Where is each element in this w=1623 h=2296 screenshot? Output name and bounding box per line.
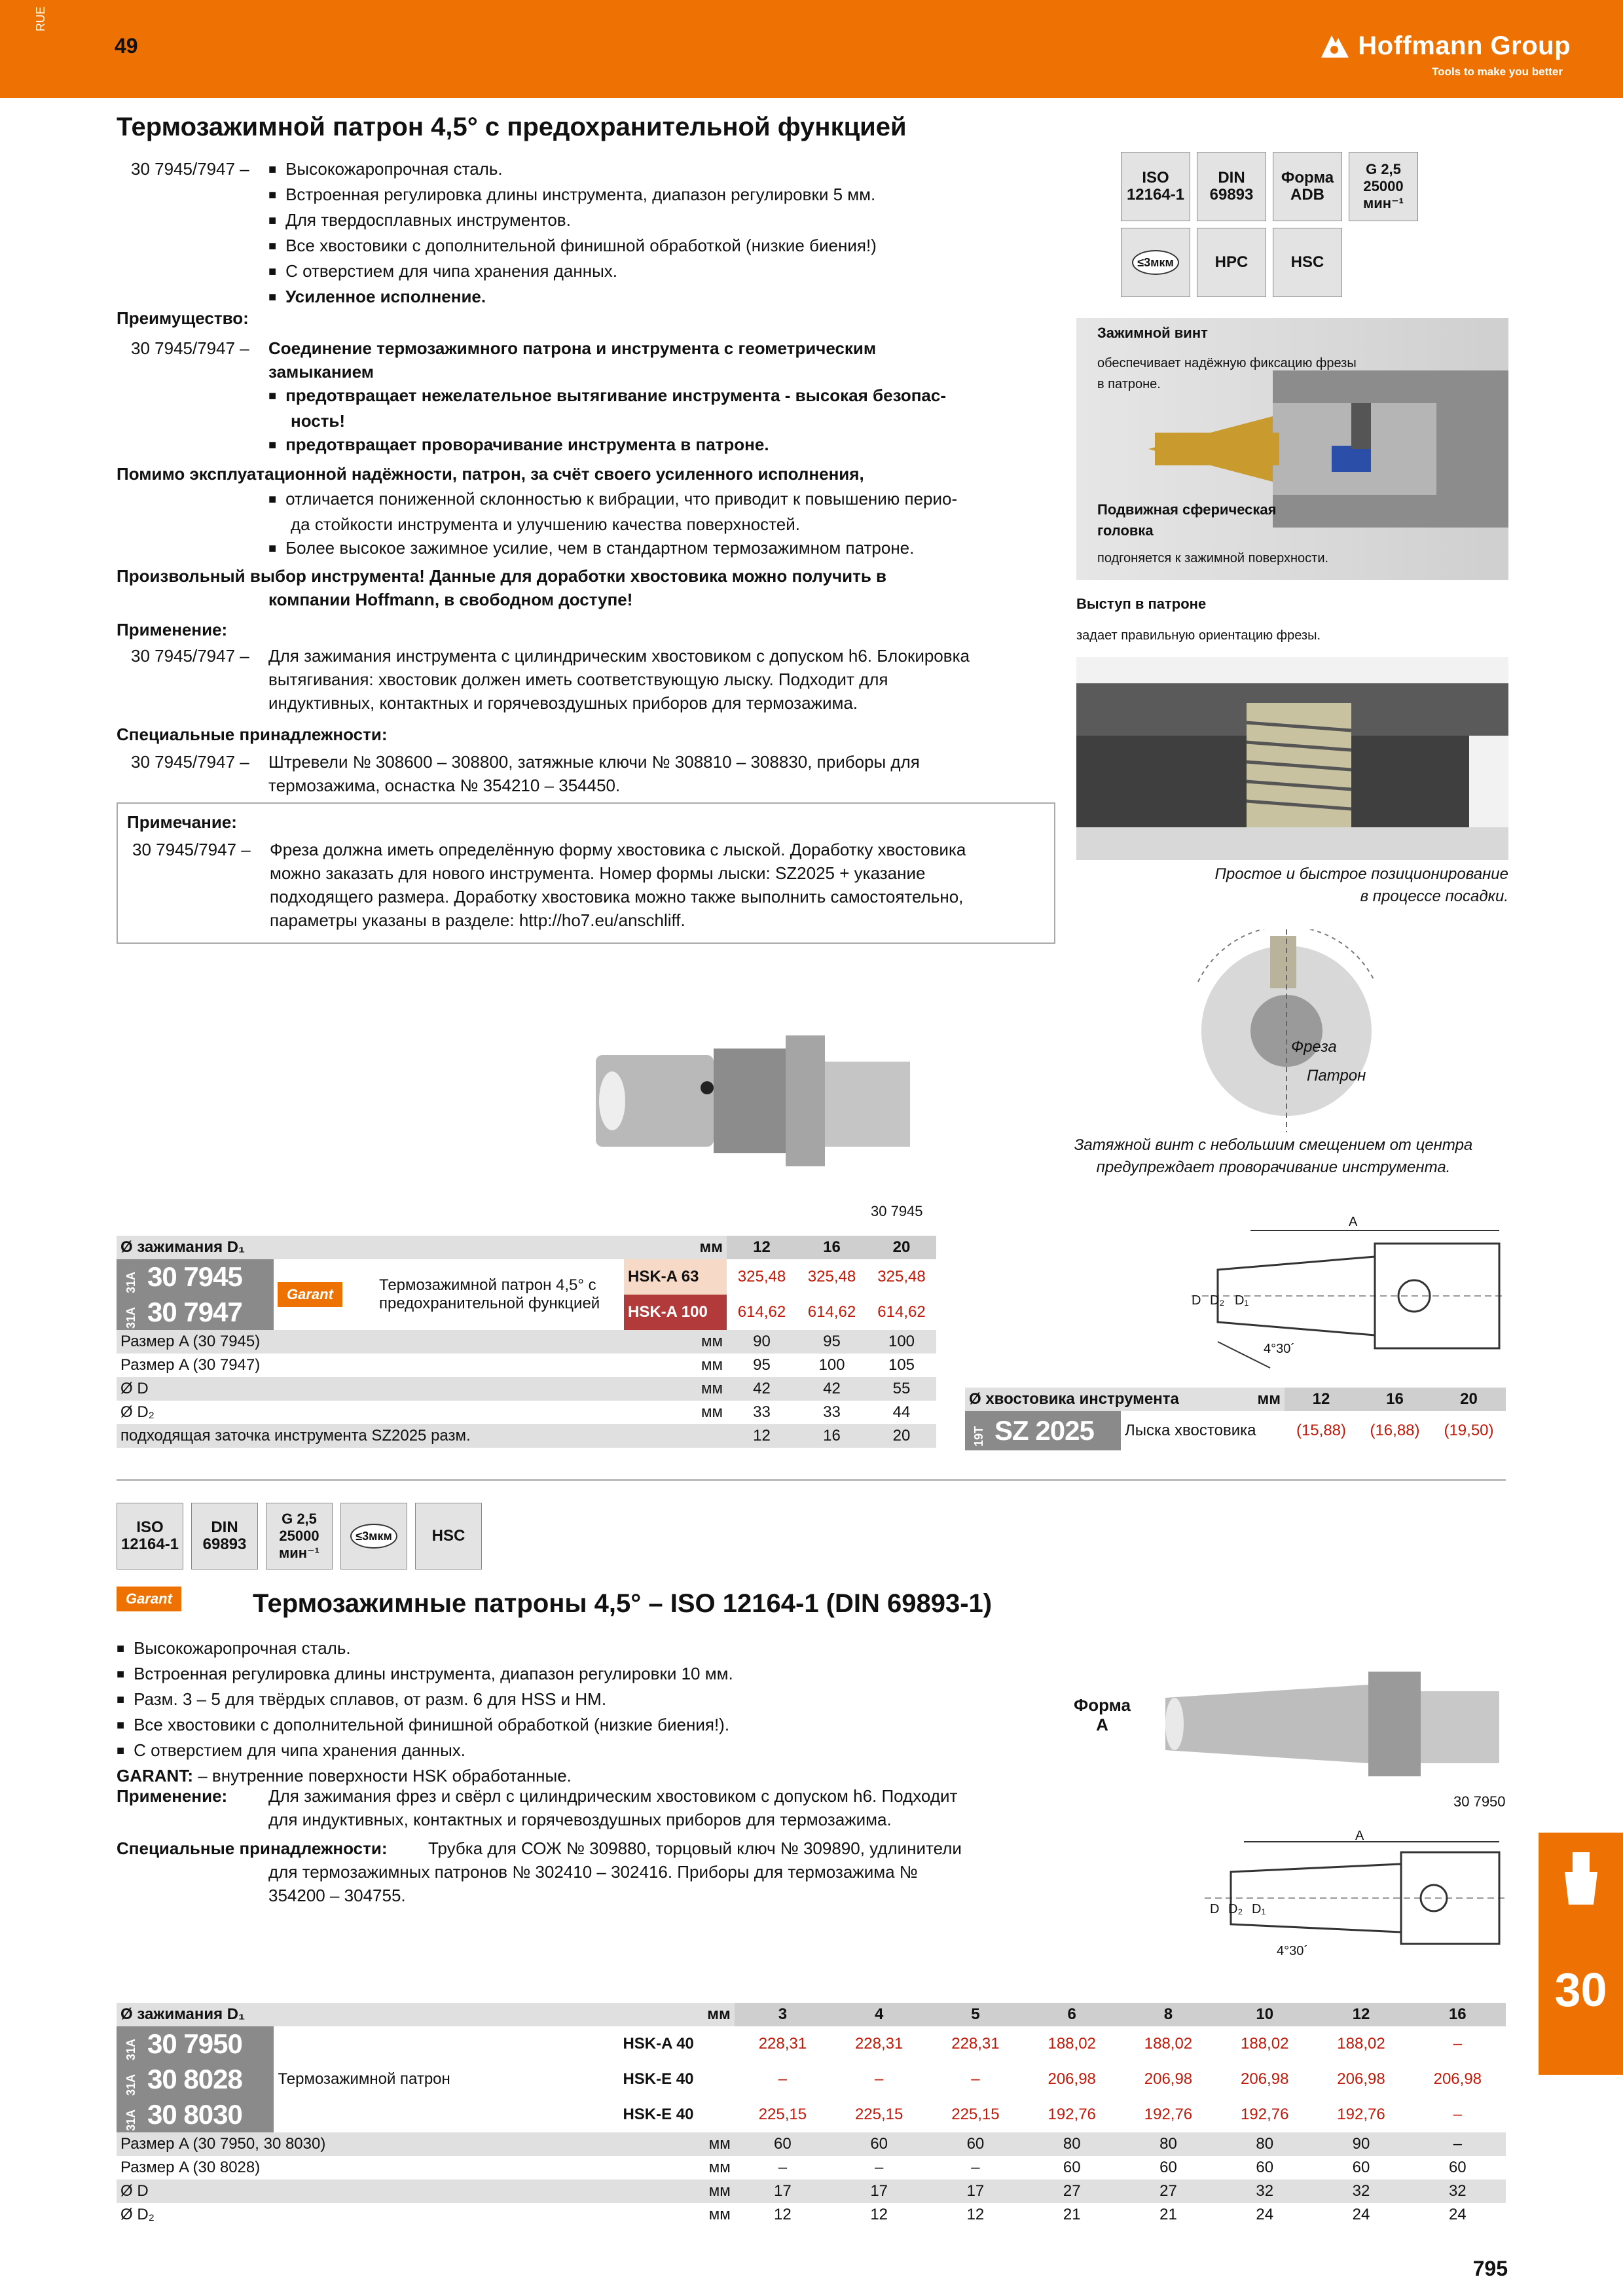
size-col: 6 xyxy=(1024,2003,1120,2026)
price: 614,62 xyxy=(737,1303,786,1321)
size-col: 12 xyxy=(1285,1388,1358,1411)
bullet: ■ Встроенная регулировка длины инструмента, диапазон регулировки 5 мм. xyxy=(268,183,877,208)
note-line: подходящего размера. Доработку хвостовика можно также выполнить самостоятельно, xyxy=(270,887,964,906)
bullet: ■ Разм. 3 – 5 для твёрдых сплавов, от разм. 6 для HSS и HM. xyxy=(117,1687,1099,1713)
badge-din: DIN 69893 xyxy=(1197,152,1266,221)
article-code: SZ 2025 xyxy=(994,1415,1094,1446)
section2-title: Термозажимные патроны 4,5° – ISO 12164-1 (DIN 69893-1) xyxy=(253,1589,993,1618)
product-desc: Термозажимной патрон xyxy=(278,2070,450,2088)
chuck-drawing-icon xyxy=(1205,1833,1506,1964)
sphere-title: Подвижная сферическая xyxy=(1097,501,1277,518)
article-code: 30 7947 xyxy=(147,1297,242,1327)
chuck-chapter-icon xyxy=(1539,1833,1623,1931)
accessories-line: для термозажимных патронов № 302410 – 302416. Приборы для термозажима № xyxy=(268,1862,918,1882)
offset-circle-icon xyxy=(1178,929,1395,1132)
brand-name: Hoffmann Group xyxy=(1358,31,1571,60)
bullet: ■ Высокожаропрочная сталь. xyxy=(268,157,877,183)
product-photo-307945 xyxy=(589,1016,930,1179)
article-cell: 31A 30 8028 xyxy=(117,2062,274,2097)
size-col: 8 xyxy=(1120,2003,1216,2026)
ledge-title: Выступ в патроне xyxy=(1076,596,1207,612)
article-code: 30 8028 xyxy=(147,2064,242,2094)
accessories-line: термозажима, оснастка № 354210 – 354450. xyxy=(268,776,621,795)
badge-hpc: HPC xyxy=(1197,228,1266,297)
code-prefix: 30 7945/7947 – xyxy=(132,840,251,859)
page-number: 49 xyxy=(115,34,138,58)
application-line: Для зажимания инструмента с цилиндрическим хвостовиком с допуском h6. Блокировка xyxy=(268,646,970,666)
price: 325,48 xyxy=(737,1268,786,1285)
badge-balance: G 2,5 25000 мин⁻¹ xyxy=(266,1503,333,1570)
spec-table-1 xyxy=(117,1236,936,1448)
price: 325,48 xyxy=(807,1268,856,1285)
offset-illustration xyxy=(1178,929,1395,1132)
size-col: 5 xyxy=(927,2003,1023,2026)
free-choice-line: Произвольный выбор инструмента! Данные для доработки хвостовика можно получить в xyxy=(117,566,887,586)
shank-label: HSK-A 40 xyxy=(623,2035,694,2053)
price: 614,62 xyxy=(877,1303,926,1321)
garant-note: GARANT: – внутренние поверхности HSK обработанные. xyxy=(117,1766,572,1785)
table-header-label: Ø хвостовика инструмента xyxy=(969,1390,1179,1408)
article-cell: 19T SZ 2025 xyxy=(965,1411,1121,1450)
clamp-screw-text: обеспечивает надёжную фиксацию фрезы xyxy=(1097,356,1357,370)
table-row: Ø D₂ мм 12 12 12 21 21 24 24 24 xyxy=(120,2206,1467,2223)
reliability-block xyxy=(268,487,1061,562)
badge-hsc: HSC xyxy=(415,1503,482,1570)
size-col: 20 xyxy=(867,1236,936,1259)
application-heading: Применение: xyxy=(117,620,228,639)
application-line: вытягивания: хвостовик должен иметь соответствующую лыску. Подходит для xyxy=(268,670,888,689)
dim-d1: D₁ xyxy=(1252,1902,1266,1916)
chapter-tab[interactable] xyxy=(1539,1833,1623,2075)
badge-din: DIN 69893 xyxy=(191,1503,258,1570)
bullet: ■ отличается пониженной склонностью к вибрации, что приводит к повышению перио- xyxy=(268,487,1061,512)
technical-drawing-2 xyxy=(1205,1833,1506,1964)
size-col: 12 xyxy=(1313,2003,1409,2026)
table-row: Размер A (30 7947) мм 95 100 105 xyxy=(120,1356,915,1374)
garant-logo: Garant xyxy=(278,1282,342,1307)
badge-form: Форма ADB xyxy=(1273,152,1342,221)
ledge-text: задает правильную ориентацию фрезы. xyxy=(1076,628,1321,643)
footer-page-number: 795 xyxy=(1472,2257,1508,2280)
shank-label: HSK-E 40 xyxy=(623,2106,694,2123)
chapter-number: 30 xyxy=(1554,1964,1607,2017)
size-col: 16 xyxy=(797,1236,867,1259)
dim-angle: 4°30´ xyxy=(1264,1342,1296,1356)
advantage-line: Соединение термозажимного патрона и инструмента с геометрическим xyxy=(268,338,877,358)
section1-body xyxy=(131,157,1061,310)
dim-angle: 4°30´ xyxy=(1277,1944,1309,1958)
bullet-cont: да стойкости инструмента и улучшению качества поверхностей. xyxy=(291,514,800,534)
bullet: ■ Все хвостовики с дополнительной финишной обработкой (низкие биения!) xyxy=(268,234,877,259)
form-label: Форма A xyxy=(1074,1695,1131,1734)
hoffmann-logo-icon xyxy=(1319,31,1351,60)
accessories-heading: Специальные принадлежности: xyxy=(117,1839,388,1858)
shank-label: HSK-A 63 xyxy=(624,1259,727,1295)
badge-iso: ISO 12164-1 xyxy=(117,1503,183,1570)
accessories-line: Штревели № 308600 – 308800, затяжные ключи № 308810 – 308830, приборы для xyxy=(268,752,920,772)
garant-cell xyxy=(274,1259,375,1330)
product-photo-307950 xyxy=(1159,1659,1512,1789)
accessories-heading: Специальные принадлежности: xyxy=(117,725,388,744)
application-line: индуктивных, контактных и горячевоздушных приборов для термозажима. xyxy=(268,693,858,713)
caption: в процессе посадки. xyxy=(1360,888,1508,905)
bullet-cont: ность! xyxy=(291,411,346,431)
dim-a: A xyxy=(1349,1215,1358,1229)
table-row: Ø D₂ мм 33 33 44 xyxy=(120,1403,911,1421)
caption: предупреждает проворачивание инструмента. xyxy=(1096,1158,1451,1176)
section1-title: Термозажимной патрон 4,5° с предохранительной функцией xyxy=(117,113,907,141)
badge-balance: G 2,5 25000 мин⁻¹ xyxy=(1349,152,1418,221)
divider xyxy=(117,1479,1506,1481)
bullet: ■ Усиленное исполнение. xyxy=(268,285,877,310)
mill-label: Фреза xyxy=(1291,1038,1337,1056)
note-line: параметры указаны в разделе: http://ho7.eu/anschliff. xyxy=(270,910,685,930)
note-box xyxy=(117,802,1055,944)
garant-logo: Garant xyxy=(117,1587,181,1611)
advantage-block xyxy=(131,336,1061,458)
chuck-photo-icon xyxy=(589,1016,930,1179)
table-row: Ø D мм 42 42 55 xyxy=(117,1377,936,1401)
table-row: Ø D мм 17 17 17 27 27 32 32 32 xyxy=(117,2179,1506,2203)
price: 325,48 xyxy=(877,1268,926,1285)
size-col: 10 xyxy=(1216,2003,1313,2026)
chuck-label: Патрон xyxy=(1307,1067,1366,1085)
dim-a: A xyxy=(1355,1829,1364,1843)
bullet: ■ Для твердосплавных инструментов. xyxy=(268,208,877,234)
advantage-heading: Преимущество: xyxy=(117,308,249,328)
size-col: 16 xyxy=(1410,2003,1506,2026)
dim-d1: D₁ xyxy=(1235,1293,1249,1308)
table-unit: мм xyxy=(1257,1390,1281,1408)
shank-label: HSK-E 40 xyxy=(623,2070,694,2088)
size-col: 12 xyxy=(727,1236,797,1259)
section2-bullets xyxy=(117,1636,1099,1787)
accessories-block xyxy=(268,1837,1054,1907)
dim-d: D xyxy=(1192,1293,1201,1308)
note-body xyxy=(132,838,966,932)
article-code: 30 8030 xyxy=(147,2099,242,2130)
bullet: ■ Встроенная регулировка длины инструмента, диапазон регулировки 10 мм. xyxy=(117,1662,1099,1687)
article-code: 30 7950 xyxy=(147,2028,242,2059)
accessories-block xyxy=(131,750,1061,797)
bullet: ■ Более высокое зажимное усилие, чем в стандартном термозажимном патроне. xyxy=(268,536,1061,562)
caption: Простое и быстрое позиционирование xyxy=(1214,865,1508,883)
image-caption: 30 7945 xyxy=(871,1203,923,1219)
application-block xyxy=(268,1784,1054,1831)
bullet: ■ предотвращает проворачивание инструмента в патроне. xyxy=(268,433,946,458)
bullet: ■ С отверстием для чипа хранения данных. xyxy=(117,1738,1099,1764)
table-row: подходящая заточка инструмента SZ2025 разм. 12 16 20 xyxy=(117,1424,936,1448)
application-line: Для зажимания фрез и свёрл с цилиндрическим хвостовиком с допуском h6. Подходит xyxy=(268,1786,958,1806)
size-col: 3 xyxy=(735,2003,831,2026)
chuck-photo-icon xyxy=(1159,1659,1512,1789)
free-choice-line: компании Hoffmann, в свободном доступе! xyxy=(268,590,633,609)
price: (15,88) xyxy=(1296,1422,1347,1439)
badge-iso: ISO 12164-1 xyxy=(1121,152,1190,221)
side-label: RUE xyxy=(34,6,47,31)
accessories-line: Трубка для СОЖ № 309880, торцовый ключ № 309890, удлинители xyxy=(428,1839,962,1858)
code-prefix: 30 7945/7947 – xyxy=(131,752,249,772)
code-prefix: 30 7945/7947 – xyxy=(131,159,249,179)
badge-hsc: HSC xyxy=(1273,228,1342,297)
table-header-label: Ø зажимания D₁ xyxy=(120,2005,246,2023)
table-row: Размер A (30 8028) мм – – – 60 60 60 60 60 xyxy=(120,2159,1467,2176)
spec-table-2: Ø зажимания D₁ мм 3 4 5 6 8 10 12 16 31A 30 7950 Термозажимной патрон HSK-A 40 228,31 228,31 228,31 188,02 188,02 188,02 188,02 – 31A 30 8028 HSK-E 40 – – – 206,98 206,98 206,98 206,98 206,98 31A 30 8030 HSK-E 40 225,15 225,15 225,15 192,76 192,76 192,76 192,76 – Размер A (30 7950, 30 8030) мм 60 60 60 80 80 80 90 – Размер A (30 8028) мм – – – 60 60 60 60 60 Ø D мм 17 17 17 27 27 32 32 32 Ø D₂ мм 12 12 12 21 21 24 24 24 xyxy=(117,2003,1506,2227)
clamp-screw-title: Зажимной винт xyxy=(1097,325,1208,341)
dim-d: D xyxy=(1210,1902,1220,1916)
ledge-section-icon xyxy=(1076,657,1508,860)
table-row: Размер A (30 7945) мм 90 95 100 xyxy=(117,1330,936,1354)
note-line: Фреза должна иметь определённую форму хвостовика с лыской. Доработку хвостовика xyxy=(270,840,966,859)
caption: Затяжной винт с небольшим смещением от центра xyxy=(1074,1136,1473,1154)
shank-label: HSK-A 100 xyxy=(624,1295,727,1330)
article-cell: 31A 30 8030 xyxy=(117,2097,274,2132)
table-unit: мм xyxy=(707,2005,731,2023)
code-prefix: 30 7945/7947 – xyxy=(131,338,249,358)
brand-logo xyxy=(1319,26,1571,78)
badge-runout: ≤3мкм xyxy=(1121,228,1190,297)
table-header-label: Ø зажимания D₁ xyxy=(120,1238,246,1256)
dim-d2: D₂ xyxy=(1228,1902,1243,1916)
application-block xyxy=(131,644,1061,715)
table-unit: мм xyxy=(699,1238,723,1256)
badge-runout: ≤3мкм xyxy=(340,1503,407,1570)
page-header xyxy=(0,0,1623,98)
image-caption: 30 7950 xyxy=(1453,1793,1506,1810)
note-line: можно заказать для нового инструмента. Номер формы лыски: SZ2025 + указание xyxy=(270,863,926,883)
price: 614,62 xyxy=(807,1303,856,1321)
size-col: 4 xyxy=(831,2003,927,2026)
bullet: ■ Высокожаропрочная сталь. xyxy=(117,1636,1099,1662)
application-heading: Применение: xyxy=(117,1786,228,1806)
note-heading: Примечание: xyxy=(127,812,237,832)
table-row: Размер A (30 7950, 30 8030) мм 60 60 60 80 80 80 90 – xyxy=(117,2132,1506,2156)
price: (16,88) xyxy=(1370,1422,1420,1439)
advantage-line: замыканием xyxy=(268,362,374,382)
bullet: ■ предотвращает нежелательное вытягивание инструмента - высокая безопас- xyxy=(268,384,946,409)
spec-table-sz xyxy=(965,1388,1506,1450)
sphere-title: головка xyxy=(1097,522,1154,539)
clamp-screw-text: в патроне. xyxy=(1097,377,1161,391)
product-desc: Термозажимной патрон 4,5° с предохранительной функцией xyxy=(379,1276,600,1312)
bullet: ■ С отверстием для чипа хранения данных. xyxy=(268,259,877,285)
size-col: 16 xyxy=(1358,1388,1432,1411)
ledge-illustration xyxy=(1076,657,1508,860)
sphere-text: подгоняется к зажимной поверхности. xyxy=(1097,551,1329,565)
brand-tagline: Tools to make you better xyxy=(1432,65,1563,78)
size-col: 20 xyxy=(1432,1388,1506,1411)
bullet: ■ Все хвостовики с дополнительной финишной обработкой (низкие биения!). xyxy=(117,1713,1099,1738)
article-cell: 31A 30 7950 xyxy=(117,2026,274,2062)
article-code: 30 7945 xyxy=(147,1261,242,1292)
code-prefix: 30 7945/7947 – xyxy=(131,646,249,666)
accessories-line: 354200 – 304755. xyxy=(268,1886,406,1905)
dim-d2: D₂ xyxy=(1210,1293,1225,1308)
product-desc: Лыска хвостовика xyxy=(1125,1422,1256,1439)
price: (19,50) xyxy=(1444,1422,1494,1439)
application-line: для индуктивных, контактных и горячевоздушных приборов для термозажима. xyxy=(268,1810,892,1829)
article-cell: 31A 30 7945 xyxy=(117,1259,274,1295)
article-cell: 31A 30 7947 xyxy=(117,1295,274,1330)
reliability-heading: Помимо эксплуатационной надёжности, патрон, за счёт своего усиленного исполнения, xyxy=(117,464,864,484)
